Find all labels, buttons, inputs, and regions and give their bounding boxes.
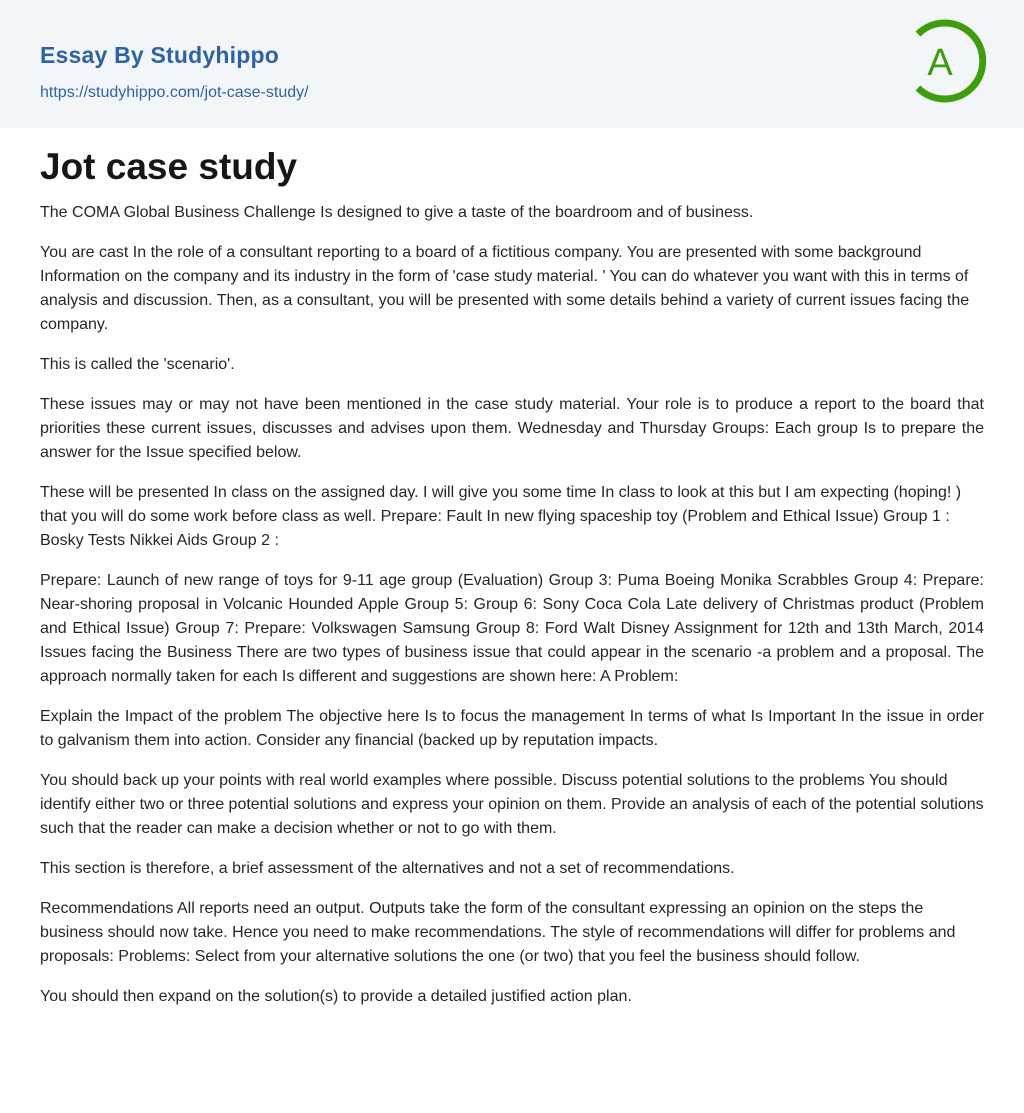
site-header [0, 0, 1024, 128]
essay-body [40, 201, 984, 1025]
paragraph: Explain the Impact of the problem The objective here Is to focus the management In terms of what Is Important In the issue in order to galvanism them into action. Consider any financial (backed up by reputation impacts. [40, 708, 984, 749]
paragraph: This is called the 'scenario'. [40, 356, 235, 373]
source-url-link[interactable]: https://studyhippo.com/jot-case-study/ [40, 84, 309, 101]
paragraph: Prepare: Launch of new range of toys for 9-11 age group (Evaluation) Group 3: Puma Boeing Monika Scrabbles Group 4: Prepare: Near-shoring proposal in Volcanic Hounded Apple Group 5: Group 6: Sony Coca Cola Late delivery of Christmas product (Problem and Ethical Issue) Group 7: Prepare: Volkswagen Samsung Group 8: Ford Walt Disney Assignment for 12th and 13th March, 2014 Issues facing the Business There are two types of business issue that could appear in the scenario -a problem and a proposal. The approach normally taken for each Is different and suggestions are shown here: A Problem: [40, 572, 984, 685]
page-title: Jot case study [40, 146, 298, 187]
paragraph: These will be presented In class on the assigned day. I will give you some time In class to look at this but I am expecting (hoping! ) that you will do some work before class as well. Prepare: Fault In new flying spaceship toy (Problem and Ethical Issue) Group 1 : Bosky Tests Nikkei Aids Group 2 : [40, 484, 962, 549]
paragraph: This section is therefore, a brief assessment of the alternatives and not a set of recommendations. [40, 860, 735, 877]
brand-title: Essay By Studyhippo [40, 42, 279, 68]
paragraph: The COMA Global Business Challenge Is designed to give a taste of the boardroom and of business. [40, 204, 754, 221]
paragraph: You should then expand on the solution(s) to provide a detailed justified action plan. [40, 988, 632, 1005]
studyhippo-logo[interactable] [910, 18, 988, 104]
paragraph: You are cast In the role of a consultant reporting to a board of a fictitious company. You are presented with some background Information on the company and its industry in the form of 'case study material. ' You can do whatever you want with this in terms of analysis and discussion. Then, as a consultant, you will be presented with some details behind a variety of current issues facing the company. [40, 244, 970, 333]
svg-text:A: A [927, 42, 953, 84]
paragraph: Recommendations All reports need an output. Outputs take the form of the consultant expressing an opinion on the steps the business should now take. Hence you need to make recommendations. The style of recommendations will differ for problems and proposals: Problems: Select from your alternative solutions the one (or two) that you feel the business should follow. [40, 900, 956, 965]
paragraph: You should back up your points with real world examples where possible. Discuss potential solutions to the problems You should identify either two or three potential solutions and express your opinion on them. Provide an analysis of each of the potential solutions such that the reader can make a decision whether or not to go with them. [40, 772, 984, 837]
logo-ring-icon [910, 18, 988, 104]
paragraph: These issues may or may not have been mentioned in the case study material. Your role is to produce a report to the board that priorities these current issues, discusses and advises upon them. Wednesday and Thursday Groups: Each group Is to prepare the answer for the Issue specified below. [40, 396, 984, 461]
